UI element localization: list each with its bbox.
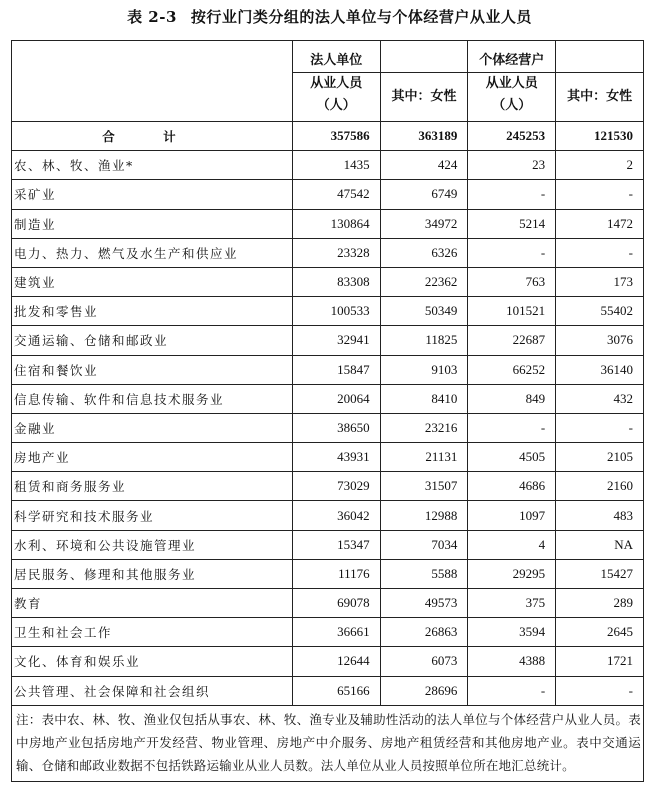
cell-legal: 130864 (292, 209, 380, 238)
table-row (12, 297, 644, 326)
table-row (12, 618, 644, 647)
cell-indiv-female: 15427 (556, 559, 644, 588)
cell-legal: 47542 (292, 180, 380, 209)
legal-header-line1: 法人单位 (310, 53, 363, 68)
cell-legal: 23328 (292, 238, 380, 267)
table-number: 表 2-3 (127, 8, 177, 26)
cell-indiv: 4505 (468, 443, 556, 472)
table-row (12, 501, 644, 530)
cell-legal-female: 424 (380, 151, 468, 180)
cell-name: 批发和零售业 (12, 297, 293, 326)
table-row (12, 180, 644, 209)
cell-legal: 15347 (292, 530, 380, 559)
table-row (12, 238, 644, 267)
cell-indiv-female: 2105 (556, 443, 644, 472)
cell-legal: 12644 (292, 647, 380, 676)
cell-legal: 100533 (292, 297, 380, 326)
total-label: 合 计 (12, 122, 293, 151)
indiv-female-header-top (556, 41, 644, 73)
cell-indiv-female: - (556, 238, 644, 267)
table-body (12, 122, 644, 706)
cell-name: 制造业 (12, 209, 293, 238)
cell-legal: 43931 (292, 443, 380, 472)
cell-indiv: 763 (468, 267, 556, 296)
cell-indiv: - (468, 676, 556, 705)
cell-name: 卫生和社会工作 (12, 618, 293, 647)
cell-indiv-female: 289 (556, 589, 644, 618)
cell-indiv: - (468, 180, 556, 209)
cell-indiv: 23 (468, 151, 556, 180)
table-title-text: 按行业门类分组的法人单位与个体经营户从业人员 (190, 8, 532, 26)
cell-legal-female: 28696 (380, 676, 468, 705)
cell-indiv-female: 2 (556, 151, 644, 180)
table-row (12, 589, 644, 618)
cell-indiv: 4 (468, 530, 556, 559)
total-indiv-female: 121530 (556, 122, 644, 151)
cell-indiv: 375 (468, 589, 556, 618)
cell-legal-female: 11825 (380, 326, 468, 355)
cell-legal-female: 23216 (380, 413, 468, 442)
cell-legal: 1435 (292, 151, 380, 180)
cell-indiv: 1097 (468, 501, 556, 530)
cell-name: 文化、体育和娱乐业 (12, 647, 293, 676)
cell-indiv: 101521 (468, 297, 556, 326)
table-row (12, 151, 644, 180)
cell-legal-female: 9103 (380, 355, 468, 384)
indiv-female-header: 其中：女性 (556, 73, 644, 122)
table-row (12, 326, 644, 355)
cell-legal-female: 8410 (380, 384, 468, 413)
indiv-header-line1: 个体经营户 (479, 53, 545, 68)
cell-legal-female: 21131 (380, 443, 468, 472)
cell-indiv-female: - (556, 413, 644, 442)
cell-legal: 65166 (292, 676, 380, 705)
indiv-header-top (468, 41, 556, 73)
legal-header-bottom (292, 73, 380, 122)
cell-name: 公共管理、社会保障和社会组织 (12, 676, 293, 705)
table-row (12, 530, 644, 559)
cell-legal-female: 6073 (380, 647, 468, 676)
legal-header-line2: 从业人员 (310, 76, 363, 91)
table-row (12, 559, 644, 588)
table-title (0, 6, 659, 27)
cell-name: 信息传输、软件和信息技术服务业 (12, 384, 293, 413)
table-row (12, 647, 644, 676)
cell-name: 教育 (12, 589, 293, 618)
cell-legal: 83308 (292, 267, 380, 296)
total-legal: 357586 (292, 122, 380, 151)
cell-indiv: 4686 (468, 472, 556, 501)
cell-name: 居民服务、修理和其他服务业 (12, 559, 293, 588)
legal-header-line3: （人） (316, 98, 356, 113)
cell-name: 房地产业 (12, 443, 293, 472)
cell-legal: 69078 (292, 589, 380, 618)
cell-legal-female: 5588 (380, 559, 468, 588)
cell-name: 农、林、牧、渔业* (12, 151, 293, 180)
cell-legal-female: 12988 (380, 501, 468, 530)
legal-female-header-top (380, 41, 468, 73)
cell-indiv-female: NA (556, 530, 644, 559)
table-row (12, 676, 644, 705)
cell-indiv: 29295 (468, 559, 556, 588)
table-row (12, 413, 644, 442)
cell-name: 建筑业 (12, 267, 293, 296)
cell-indiv-female: 432 (556, 384, 644, 413)
indiv-header-line2: 从业人员 (485, 76, 538, 91)
cell-name: 住宿和餐饮业 (12, 355, 293, 384)
cell-indiv-female: 2160 (556, 472, 644, 501)
cell-legal: 36042 (292, 501, 380, 530)
table-row (12, 443, 644, 472)
cell-name: 交通运输、仓储和邮政业 (12, 326, 293, 355)
cell-name: 电力、热力、燃气及水生产和供应业 (12, 238, 293, 267)
cell-legal: 38650 (292, 413, 380, 442)
cell-indiv: 4388 (468, 647, 556, 676)
cell-legal: 32941 (292, 326, 380, 355)
cell-name: 金融业 (12, 413, 293, 442)
cell-legal-female: 34972 (380, 209, 468, 238)
cell-indiv-female: - (556, 676, 644, 705)
indiv-header-bottom (468, 73, 556, 122)
cell-legal-female: 26863 (380, 618, 468, 647)
table-row (12, 384, 644, 413)
legal-header-top (292, 41, 380, 73)
cell-indiv-female: 1472 (556, 209, 644, 238)
cell-indiv: - (468, 413, 556, 442)
cell-legal-female: 7034 (380, 530, 468, 559)
cell-indiv-female: 2645 (556, 618, 644, 647)
cell-indiv: 5214 (468, 209, 556, 238)
cell-indiv: - (468, 238, 556, 267)
table-row (12, 355, 644, 384)
cell-indiv-female: - (556, 180, 644, 209)
industry-header-cell (12, 41, 293, 122)
cell-legal: 11176 (292, 559, 380, 588)
cell-legal-female: 6749 (380, 180, 468, 209)
cell-indiv-female: 55402 (556, 297, 644, 326)
cell-name: 科学研究和技术服务业 (12, 501, 293, 530)
cell-indiv: 22687 (468, 326, 556, 355)
table-note: 注：表中农、林、牧、渔业仅包括从事农、林、牧、渔专业及辅助性活动的法人单位与个体经营户从业人员。表中房地产业包括房地产开发经营、物业管理、房地产中介服务、房地产租赁经营和其他房地产业。表中交通运输、仓储和邮政业数据不包括铁路运输业从业人员数。法人单位从业人员按照单位所在地汇总统计。 (12, 705, 644, 781)
cell-indiv-female: 36140 (556, 355, 644, 384)
table-row (12, 209, 644, 238)
employment-table (11, 40, 644, 782)
cell-indiv: 66252 (468, 355, 556, 384)
cell-name: 采矿业 (12, 180, 293, 209)
total-legal-female: 363189 (380, 122, 468, 151)
cell-name: 租赁和商务服务业 (12, 472, 293, 501)
cell-indiv-female: 1721 (556, 647, 644, 676)
cell-indiv: 3594 (468, 618, 556, 647)
cell-legal-female: 22362 (380, 267, 468, 296)
cell-indiv-female: 173 (556, 267, 644, 296)
total-indiv: 245253 (468, 122, 556, 151)
cell-name: 水利、环境和公共设施管理业 (12, 530, 293, 559)
cell-indiv-female: 483 (556, 501, 644, 530)
cell-legal-female: 50349 (380, 297, 468, 326)
cell-legal: 73029 (292, 472, 380, 501)
total-row (12, 122, 644, 151)
cell-legal: 15847 (292, 355, 380, 384)
cell-indiv: 849 (468, 384, 556, 413)
cell-legal: 36661 (292, 618, 380, 647)
cell-legal-female: 6326 (380, 238, 468, 267)
legal-female-header: 其中：女性 (380, 73, 468, 122)
table-row (12, 267, 644, 296)
cell-indiv-female: 3076 (556, 326, 644, 355)
cell-legal: 20064 (292, 384, 380, 413)
indiv-header-line3: （人） (492, 98, 532, 113)
cell-legal-female: 31507 (380, 472, 468, 501)
cell-legal-female: 49573 (380, 589, 468, 618)
table-row (12, 472, 644, 501)
